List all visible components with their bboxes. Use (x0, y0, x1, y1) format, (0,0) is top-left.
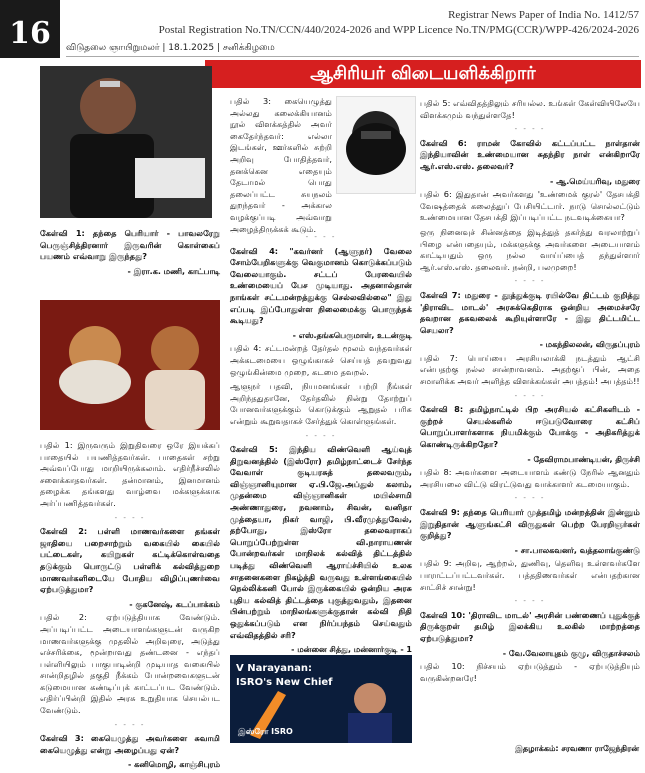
column-1-top (40, 228, 220, 279)
author-photo-art (40, 66, 212, 218)
leaders-photo (40, 300, 220, 430)
separator: - - - - (305, 431, 337, 440)
periyar-sketch-art (337, 97, 415, 193)
answer-6-continued: ஒரு நினைவுச் சின்னத்தை இடித்துத் தகர்த்து வரலாற்றுப் பிழை என்பதையும், மக்களுக்கு அவர்களை அடையாளம் காட்டியதும் ஒரு நல்ல வாய்ப்பைத் தந்துள்ளார் ஆர்.எஸ்.எஸ். தலைவர். நன்றி, பலமுறை! (420, 226, 640, 272)
question-2: கேள்வி 2: பள்ளி மாணவர்களை தங்கள் ஜாதியை பறைசாற்றும் வகையில் கையில் பட்டைகள், கயிறுகள் கட்டிக்கொள்வதை தடுக்கும் பொருட்டு பள்ளிக் கல்வித்துறை மாணவர்களிடையே போதிய விழிப்புணர்வை ஏற்படுத்துமா? (40, 526, 220, 595)
question-8-author: - தேவிராமபாண்டியன், திருச்சி (527, 454, 640, 464)
separator: - - - - (114, 513, 146, 522)
question-5-author: - மன்னை சித்து, மன்னார்குடி - 1 (291, 645, 412, 655)
registration-info (159, 8, 639, 38)
answer-10: பதில் 10: நிச்சயம் ஏற்படுத்தும் - ஏற்படுத்தியும் வருகின்றனரே! (420, 661, 640, 683)
question-7: கேள்வி 7: மதுரை - தூத்துக்குடி ரயில்வே திட்டம் குறித்து 'திராவிட மாடல்' அரசுக்கெதிராக ஒன்றிய அமைச்சரே தவறான தகவலைக் கூறியுள்ளாரே - இது திட்டமிட்ட செயலா? (420, 289, 640, 335)
answer-3: பதில் 3: கையெழுத்து அல்லது கலைக்கியானம் நூல் விளக்கத்தில் அவர் கைதேர்ந்தவர்: எல்லா இடங்கள், ஊர்களில் சுற்றி அறிவு போதித்தவர், தனக்கென எதையும் தேடாமல் பொது தலைப்பட்ட சுயநலம் துறந்தவர் - அக்கால வழக்குப்படி அவ்வாறு அழைத்திருக்கக் கூடும். (230, 96, 332, 234)
masthead: விடுதலை ஞாயிறுமலர் | 18.1.2025 | சனிக்கிழமை (66, 40, 639, 57)
question-9-author: - சா.பாலகவனர், வத்தலாங்குண்டு (514, 545, 640, 555)
registrar-line: Registrar News Paper of India No. 1412/57 (448, 9, 639, 21)
answer-4: பதில் 4: சட்டமன்றத் தேர்தல் மூலம் வந்தவர்கள் அக்கடமையை ஒழுங்காகச் செய்யத் தவறுவது ஒழுங்கின்மை முறை, கடமை தவறல். (230, 343, 412, 377)
column-3 (420, 98, 640, 687)
section-banner: ஆசிரியர் விடையளிக்கிறார் (205, 60, 641, 88)
separator: - - - - (514, 277, 546, 286)
question-4: கேள்வி 4: "கவர்னர் (ஆளுநர்) வேலை சோம்பேறிகளுக்கு வெகுமானம் கொடுக்கப்படும் வேலையாகும். சட்டப் பேரவையில் உண்மையைப் பேச முடியாது. அதனால்தான் நாங்கள் சட்டமன்றத்துக்கு செல்லவில்லை" இது எப்படி இப்போதுள்ள நிலைமைக்கு பொருந்தக் கூடியது? (230, 245, 412, 326)
postal-registration-line: Postal Registration No.TN/CCN/440/2024-2026 and WPP Licence No.TN/PMG(CCR)/WPP-426/2024-2026 (158, 24, 639, 36)
answer-6: பதில் 6: இதுதான் அவர்களது 'உண்மைக் குரல்' தேசபக்தி வேஷத்தைக் கலைத்துப் பேசியிட்டார். நாடு சொல்லட்டும் உண்மையான தேசபக்தி இப்படிப்பட்ட நடவடிக்கையா? (420, 189, 640, 223)
ad-name: V Narayanan: (236, 663, 312, 674)
answer-7: பதில் 7: பொய்யை அரசியலாக்கி நடத்தும் ஆட்சி என்பதற்கு நல்ல சான்றாவனம். அதற்குப் பின், அதை சமாளிக்க அவர் அளித்த விளக்கங்கள் அபத்தம்! அபத்தம்!! (420, 352, 640, 387)
periyar-sketch (336, 96, 416, 194)
answer-9: பதில் 9: அறிவு, ஆற்றல், துணிவு, தெளிவு உள்ளவர்களே பாராட்டப்பட்டவர்கள். பத்ததிணவர்கள் என்பதற்கான சாட்சிச் சான்று! (420, 558, 640, 592)
ad-subtitle: ISRO's New Chief (236, 677, 333, 688)
question-2-author: - குகனேஷ், கடப்பாக்கம் (129, 599, 220, 609)
answer-8: பதில் 8: அவர்களை அடையாளம் கண்டு நேரில் ஆனதும் அரசியலை விட்டு விரட்டுவது வாக்காளர் கடமையாகும். (420, 467, 640, 489)
answer-1: பதில் 1: இருவரும் இறுதிவரை ஒரே இயக்கப் பாதையில் பயணித்தவர்கள். பாதைகள் சற்று அவ்வப்போது மாறியிருக்கலாம். எதிர்நீச்சலில் சளைக்காதவர்கள். தன்மானம், இனமானம் தழைக்க தங்களது வாழ்வை மக்களுக்காக அர்ப்பணித்தவர்கள். (40, 440, 220, 508)
isro-chief-ad (230, 655, 412, 743)
question-9: கேள்வி 9: தந்தை பெரியார் முத்தமிழ் மன்றத்தின் இன்னும் இறுதிதான் ஆளுங்கட்சி விருதுகள் பெற்ற பேரறிஞர்கள் குறித்து? (420, 507, 640, 541)
separator: - - - - (514, 391, 546, 400)
question-10-author: - வே.வேலாயுதம் குழு, விருதாச்சலம் (502, 648, 640, 658)
leaders-photo-art (40, 300, 220, 430)
separator: - - - - (514, 494, 546, 503)
question-6-author: - ஆ.மெய்யரிவு, மதுரை (550, 176, 640, 186)
answer-5: பதில் 5: எவ்விதத்திலும் சரியல்ல. உங்கள் கேள்வியிலேயே விளக்கமும் வந்துள்ளதே! (420, 98, 640, 120)
separator: - - - - (514, 597, 546, 606)
column-2-main (230, 230, 412, 658)
answer-4-continued: ஆளுநர் பதவி, நியமனங்கள் பற்றி நீங்கள் அறிந்ததுதானே, தேர்தலில் நின்று தோற்றுப் போனவர்களுக்கும் கொடுக்கும் ஆறுதல் பரிசு என்றும் கூறுவதாகச் சேர்த்துக் கொள்ளுங்கள். (230, 381, 412, 426)
question-3-author: - கனிமொழி, காஞ்சிபுரம் (127, 760, 220, 770)
separator: - - - - (514, 125, 546, 134)
question-5: கேள்வி 5: இந்திய விண்வெளி ஆய்வுத் திறுவனத்தில் (இஸ்ரோ) தமிழ்நாட்டைச் சேர்ந்த வேவாள் குடியரசுத் தலைவரும், விஞ்ஞானியுமான ஏ.பி.ஜே.அப்துல் கலாம், முதன்மை விஞ்ஞானிகள் மயில்சாமி அண்ணாதுரை, நவனாம், சிவன், வனிதா முத்தையா, நிகர் வாஜி, பி.வீரமுத்துவேல், தற்போது, இஸ்ரோ தலைவராகப் பொறுப்பேற்றுள்ள வி.நாராயணன் போன்றவர்கள் மாநிலக் கல்வித் திட்டத்தில் படித்து விண்வெளி ஆராய்ச்சியில் உலக சாதனைகளை நிகழ்த்தி வருவது உள்ளங்கையில் நெல்லிக்கனி போல் இருக்கையில் ஒன்றிய அரசு புதிய கல்வித் திட்டத்தை புகுத்துவதும், இதனை பின்பற்றும் மாநிலங்களுக்குதான் கல்வி நிதி ஒதுக்கப்படும் என நிர்ப்பந்தம் செய்வதும் எவ்விதத்தில் சரி? (230, 444, 412, 640)
question-1: கேள்வி 1: தந்தை பெரியார் - பாவலரேறு பெருஞ்சித்திரனார் இருவரின் கொள்கைப் பயணம் எவ்வாறு இருந்தது? (40, 228, 220, 262)
column-1-bottom (40, 440, 220, 773)
page-number: 16 (0, 0, 60, 58)
question-8: கேள்வி 8: தமிழ்நாட்டில் பிற அரசியல் கட்சிகளிடம் - குற்றச் செயல்களில் ஈடுபடுவோரை கட்சிப் பொறுப்பாளர்களாக நியமிக்கும் போக்கு - அதிகரித்துக் கொண்டிருக்கிறதோ? (420, 404, 640, 450)
question-4-author: - எஸ்.தங்கபெருமாள், உடன்குடி (292, 330, 412, 340)
separator: - - - - (114, 720, 146, 729)
separator: - - - - (305, 233, 337, 241)
answer-2: பதில் 2: ஏற்படுத்தியாக வேண்டும். அப்படிப்பட்ட அடையாளங்களுடன் வருகிற மாணவர்களுக்கு முதலில் அறிவுரை, அடுத்து எச்சரிக்கை, மூன்றாவது தண்டனை - எந்தப் பள்ளியிலும் பாகுபாடின்றி முடியாத வகையில் சான்றிதழில் தகுதி நீக்கம் போன்றவைகளுடன் கடுமையான கண்டிப்புக் காட்டப்பட வேண்டும். எதிர்ப்பின்றி இதில் அரசு உறுதியாக செயல்பட வேண்டும். (40, 612, 220, 716)
page-credit: இதழாக்கம்: சரவணா ராஜேந்திரன் (515, 744, 639, 753)
question-3: கேள்வி 3: கையெழுத்து அவர்களை சுவாமி கையெழுத்து என்று அழைப்பது ஏன்? (40, 733, 220, 755)
column-2-top (230, 96, 332, 238)
question-6: கேள்வி 6: ராமன் கோவில் கட்டப்பட்ட நாள்தான் இந்தியாவின் உண்மையான சுதந்திர நாள் என்கிறாரே ஆர்.எஸ்.எஸ். தலைவர்? (420, 137, 640, 171)
question-7-author: - மகந்திலலன், விருதப்புரம் (539, 340, 640, 350)
isro-logo-text: இஸ்ரோ ISRO (238, 727, 293, 736)
question-10: கேள்வி 10: 'திராவிட மாடல்' அரசின் பண்ணைப் புதுக்குத் திருக்குறள் தமிழ் இலக்கிய உலகில் மாற்றத்தை ஏற்படுத்துமா? (420, 609, 640, 643)
author-photo (40, 66, 212, 218)
question-1-author: - இரா.க. மணி, காட்பாடி (127, 266, 220, 276)
